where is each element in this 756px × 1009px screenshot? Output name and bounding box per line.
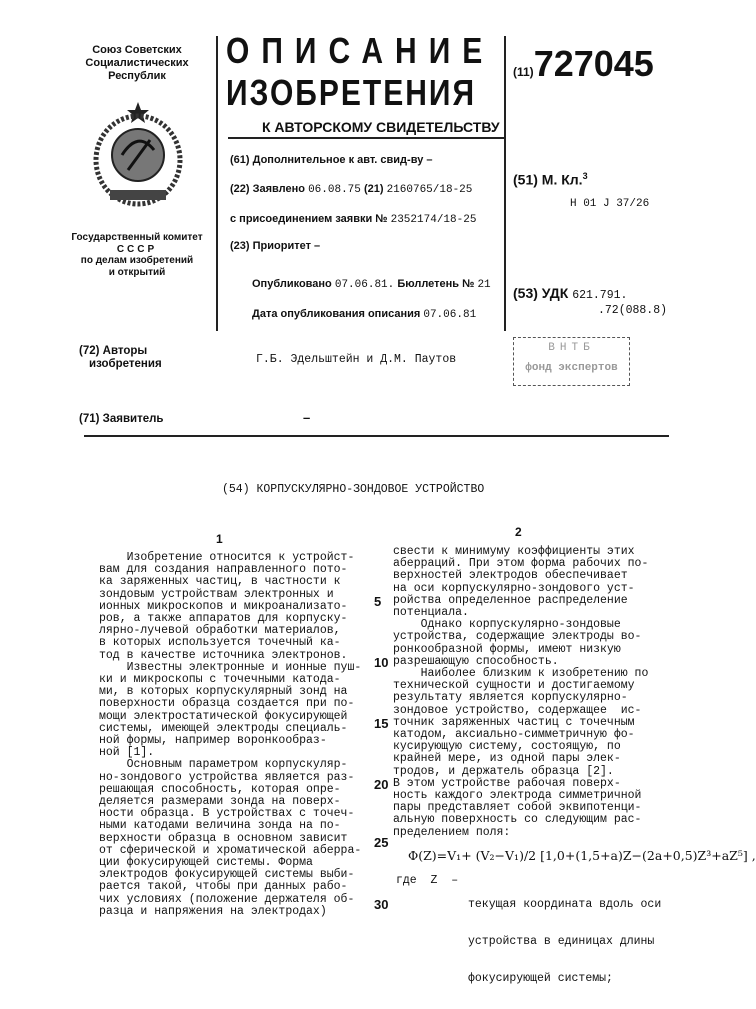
divider bbox=[504, 36, 506, 331]
text-line: от сферической и хроматической аберра- bbox=[99, 845, 361, 857]
text-line: потенциала. bbox=[393, 607, 648, 619]
union-name bbox=[62, 44, 212, 83]
union-line: Социалистических bbox=[62, 57, 212, 70]
text-line: но-зондового устройства является раз- bbox=[99, 772, 361, 784]
patent-number bbox=[513, 44, 654, 92]
line-number: 5 bbox=[374, 595, 381, 608]
sup: 3 bbox=[583, 171, 588, 181]
divider bbox=[84, 435, 669, 437]
title-line-2: ИЗОБРЕТЕНИЯ bbox=[226, 76, 476, 112]
text-line: альную поверхность со следующим рас- bbox=[393, 814, 648, 826]
field-53-value: .72(088.8) bbox=[598, 304, 667, 317]
field-51 bbox=[513, 168, 588, 188]
text-line: Известны электронные и ионные пуш- bbox=[99, 662, 361, 674]
field-join bbox=[230, 213, 476, 227]
text-line: пределением поля: bbox=[393, 827, 648, 839]
patent-page bbox=[0, 0, 707, 1000]
label: изобретения bbox=[79, 358, 162, 371]
line-number: 25 bbox=[374, 836, 388, 849]
text-line: в которых используется точечный ка- bbox=[99, 637, 361, 649]
library-stamp bbox=[513, 337, 630, 386]
ussr-emblem-icon bbox=[92, 100, 184, 210]
value: 2352174/18-25 bbox=[391, 214, 477, 226]
text-line: крайней мере, из одной пары элек- bbox=[393, 753, 648, 765]
text-line: ионных микроскопов и микроанализато- bbox=[99, 601, 361, 613]
text-line: точник заряженных частиц с точечным bbox=[393, 717, 648, 729]
union-line: Союз Советских bbox=[62, 44, 212, 57]
union-line: Республик bbox=[62, 70, 212, 83]
stamp-line: фонд экспертов bbox=[514, 358, 629, 378]
committee-line: по делам изобретений bbox=[62, 255, 212, 267]
field-published bbox=[252, 278, 491, 292]
text-line: на оси корпускулярно-зондового уст- bbox=[393, 583, 648, 595]
label: Дата опубликования описания bbox=[252, 308, 420, 320]
text-line: системы, имеющей электроды специаль- bbox=[99, 723, 361, 735]
committee-line: Государственный комитет bbox=[62, 232, 212, 244]
label: с присоединением заявки № bbox=[230, 213, 388, 225]
text-line: зондовым устройствам электронных и bbox=[99, 589, 361, 601]
text-line: результату является корпускулярно- bbox=[393, 692, 648, 704]
field-22 bbox=[230, 183, 472, 197]
text-line: технической сущности и достигаемому bbox=[393, 680, 648, 692]
text-line: пары представляет собой эквипотенци- bbox=[393, 802, 648, 814]
committee-name bbox=[62, 232, 212, 278]
text-line: ронкообразной формы, имеют низкую bbox=[393, 644, 648, 656]
text-line: ми, в которых корпускулярный зонд на bbox=[99, 686, 361, 698]
text-line: устройства, содержащие электроды во- bbox=[393, 631, 648, 643]
text-line: ки и микроскопы с точечными катода- bbox=[99, 674, 361, 686]
text-line: вам для создания направленного пото- bbox=[99, 564, 361, 576]
number-value: 727045 bbox=[534, 43, 654, 84]
text-line: верхности образца в основном зависит bbox=[99, 833, 361, 845]
value: 07.06.81 bbox=[423, 309, 476, 321]
text-line: Изобретение относится к устройст- bbox=[99, 552, 361, 564]
text-line: лярно-лучевой обработки материалов, bbox=[99, 625, 361, 637]
column-number: 1 bbox=[216, 532, 223, 546]
label: (21) bbox=[364, 183, 384, 195]
text-line: Однако корпускулярно-зондовые bbox=[393, 619, 648, 631]
value: 07.06.81. bbox=[335, 279, 394, 291]
text-line: ной [1]. bbox=[99, 747, 361, 759]
text-line: аберраций. При этом форма рабочих по- bbox=[393, 558, 648, 570]
text-line: деляется размерами зонда на поверх- bbox=[99, 796, 361, 808]
line-number: 15 bbox=[374, 717, 388, 730]
text-line: свести к минимуму коэффициенты этих bbox=[393, 546, 648, 558]
value: 06.08.75 bbox=[308, 184, 361, 196]
text-line: ными катодами величина зонда на по- bbox=[99, 820, 361, 832]
line-number: 30 bbox=[374, 898, 388, 911]
stamp-line: ВНТБ bbox=[514, 338, 629, 358]
number-code: (11) bbox=[513, 65, 534, 79]
text-line: текущая координата вдоль оси bbox=[468, 899, 661, 911]
text-line: кусирующую систему, состоящую, по bbox=[393, 741, 648, 753]
field-53 bbox=[513, 285, 627, 304]
text-line: электродов фокусирующей системы выби- bbox=[99, 869, 361, 881]
label: (51) М. Кл. bbox=[513, 172, 583, 188]
text-line: тродов, и держатель образца [2]. bbox=[393, 766, 648, 778]
text-line: поверхности образца создается при по- bbox=[99, 698, 361, 710]
where-text bbox=[468, 875, 661, 1009]
line-number: 10 bbox=[374, 656, 388, 669]
formula: Φ(Z)=V₁+ (V₂−V₁)/2 [1,0+(1,5+a)Z−(2a+0,5)Z³+aZ⁵] , bbox=[408, 848, 756, 863]
where-label: где Z – bbox=[396, 875, 458, 887]
text-line: ной формы, например воронкообраз- bbox=[99, 735, 361, 747]
field-61: (61) Дополнительное к авт. свид-ву – bbox=[230, 154, 432, 167]
text-line: В этом устройстве рабочая поверх- bbox=[393, 778, 648, 790]
text-line: катодом, аксиально-симметричную фо- bbox=[393, 729, 648, 741]
label: (53) УДК bbox=[513, 285, 568, 301]
text-line: Основным параметром корпускуляр- bbox=[99, 759, 361, 771]
text-line: чих условиях (положение держателя об- bbox=[99, 894, 361, 906]
title-line-1: ОПИСАНИЕ bbox=[226, 34, 494, 70]
divider bbox=[216, 36, 218, 331]
text-line: ность каждого электрода симметричной bbox=[393, 790, 648, 802]
text-line: разрешающую способность. bbox=[393, 656, 648, 668]
committee-line: и открытий bbox=[62, 267, 212, 279]
field-51-value: H 01 J 37/26 bbox=[570, 198, 649, 211]
text-line: тод в качестве источника электронов. bbox=[99, 650, 361, 662]
text-line: ции фокусирующей системы. Форма bbox=[99, 857, 361, 869]
text-line: зондовое устройство, содержащее ис- bbox=[393, 705, 648, 717]
invention-title: (54) КОРПУСКУЛЯРНО-ЗОНДОВОЕ УСТРОЙСТВО bbox=[222, 483, 484, 496]
divider bbox=[228, 137, 504, 139]
text-line: Наиболее близким к изобретению по bbox=[393, 668, 648, 680]
text-line: мощи электростатической фокусирующей bbox=[99, 711, 361, 723]
column-1-text bbox=[99, 552, 361, 918]
text-line: ров, а также аппаратов для корпуску- bbox=[99, 613, 361, 625]
value: 2160765/18-25 bbox=[387, 184, 473, 196]
applicant-value: – bbox=[303, 410, 310, 425]
label: (22) Заявлено bbox=[230, 183, 305, 195]
value: 21 bbox=[477, 279, 490, 291]
label: (72) Авторы bbox=[79, 345, 162, 358]
label: Опубликовано bbox=[252, 278, 332, 290]
authors-label bbox=[79, 345, 162, 371]
column-2-text bbox=[393, 546, 648, 839]
committee-line: СССР bbox=[62, 244, 212, 256]
text-line: фокусирующей системы; bbox=[468, 973, 661, 985]
text-line: рается такой, чтобы при данных рабо- bbox=[99, 881, 361, 893]
text-line: разца и напряжения на электродах) bbox=[99, 906, 361, 918]
text-line: ности образца. В устройствах с точеч- bbox=[99, 808, 361, 820]
field-pubdate bbox=[252, 308, 476, 322]
subtitle: К АВТОРСКОМУ СВИДЕТЕЛЬСТВУ bbox=[262, 119, 500, 135]
text-line: решающая способность, которая опре- bbox=[99, 784, 361, 796]
column-number: 2 bbox=[515, 525, 522, 539]
field-23: (23) Приоритет – bbox=[230, 240, 320, 253]
line-number: 20 bbox=[374, 778, 388, 791]
text-line: ройства определенное распределение bbox=[393, 595, 648, 607]
text-line: верхностей электродов обеспечивает bbox=[393, 570, 648, 582]
text-line: устройства в единицах длины bbox=[468, 936, 661, 948]
text-line: ка заряженных частиц, в частности к bbox=[99, 576, 361, 588]
label: Бюллетень № bbox=[397, 278, 474, 290]
applicant-label: (71) Заявитель bbox=[79, 413, 164, 425]
authors-names: Г.Б. Эдельштейн и Д.М. Паутов bbox=[256, 353, 456, 366]
value: 621.791. bbox=[572, 289, 627, 302]
